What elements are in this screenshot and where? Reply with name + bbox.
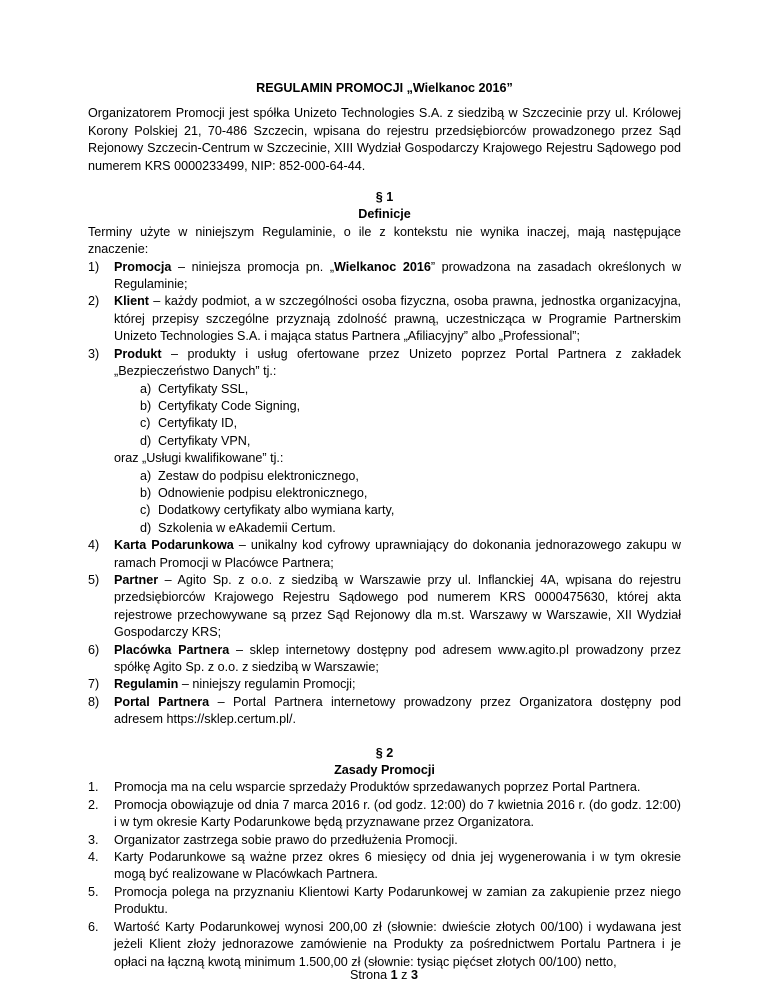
current-page-number: 1 xyxy=(390,968,398,982)
list-item: a) Zestaw do podpisu elektronicznego, xyxy=(140,468,359,483)
list-item: d) Certyfikaty VPN, xyxy=(140,433,251,448)
definitions-list xyxy=(88,259,681,729)
section-1-heading: Definicje xyxy=(358,207,411,222)
definition-item: 5) Partner – Agito Sp. z o.o. z siedzibą w Warszawie przy ul. Inflanckiej 4A, wpisana do rejestru przedsiębiorców Krajowego Rejestru Sądowego pod numerem KRS 0000475630, której akta rejestrowe przechowywane są przez Sąd Rejonowy dla m.st. Warszawy w Warszawie, XII Wydział Gospodarczy KRS; xyxy=(88,572,681,640)
document-title: REGULAMIN PROMOCJI „Wielkanoc 2016” xyxy=(256,81,513,95)
list-item: b) Certyfikaty Code Signing, xyxy=(140,398,301,413)
section-2-number: § 2 xyxy=(375,745,394,760)
definition-item: 4) Karta Podarunkowa – unikalny kod cyfrowy uprawniający do dokonania jednorazowego zakupu w ramach Promocji w Placówce Partnera; xyxy=(88,538,681,570)
rules-list xyxy=(88,779,681,970)
rule-item: 5. Promocja polega na przyznaniu Klientowi Karty Podarunkowej w zamian za zakupienie przez niego Produktu. xyxy=(88,884,681,917)
list-item: b) Odnowienie podpisu elektronicznego, xyxy=(140,485,368,500)
definition-item: 7) Regulamin – niniejszy regulamin Promocji; xyxy=(88,677,356,692)
product-list-mid: oraz „Usługi kwalifikowane” tj.: xyxy=(114,451,284,466)
page-footer: Strona 1 z 3 xyxy=(350,968,418,982)
definition-item: 2) Klient – każdy podmiot, a w szczególności osoba fizyczna, osoba prawna, jednostka organizacyjna, której przepisy szczególne przyznają zdolność prawną, uczestnicząca w Programie Partnerskim Unizeto Technologies S.A. i mająca status Partnera „Afiliacyjny” albo „Professional”; xyxy=(88,294,681,344)
rule-item: 6. Wartość Karty Podarunkowej wynosi 200,00 zł (słownie: dwieście złotych 00/100) i wydawana jest jeżeli Klient złoży jednorazowe zamówienie na Produkty za pośrednictwem Portalu Partnera i je opłaci na łączną kwotą minimum 1.500,00 zł (słownie: tysiąc pięćset złotych 00/100) netto, xyxy=(88,919,681,969)
list-item: d) Szkolenia w eAkademii Certum. xyxy=(140,520,336,535)
total-pages: 3 xyxy=(410,968,418,982)
list-item: a) Certyfikaty SSL, xyxy=(140,381,249,396)
rule-item: 1. Promocja ma na celu wsparcie sprzedaży Produktów sprzedawanych poprzez Portal Partnera. xyxy=(88,780,641,795)
product-list-a xyxy=(114,381,681,451)
definition-item: 6) Placówka Partnera – sklep internetowy dostępny pod adresem www.agito.pl prowadzony przez spółkę Agito Sp. z o.o. z siedzibą w Warszawie; xyxy=(88,642,681,674)
intro-paragraph: Organizatorem Promocji jest spółka Unizeto Technologies S.A. z siedzibą w Szczecinie przy ul. Królowej Korony Polskiej 21, 70-486 Szczecin, wpisana do rejestru przedsiębiorców prowadzonego przez Sąd Rejonowy Szczecin-Centrum w Szczecinie, XIII Wydział Gospodarczy Krajowego Rejestru Sądowego pod numerem KRS 0000233499, NIP: 852-000-64-44. xyxy=(88,106,681,173)
document-page xyxy=(88,78,681,971)
definition-item: 1) Promocja – niniejsza promocja pn. „Wielkanoc 2016” prowadzona na zasadach określonych w Regulaminie; xyxy=(88,259,681,292)
section-1-number: § 1 xyxy=(375,190,394,205)
rule-item: 3. Organizator zastrzega sobie prawo do przedłużenia Promocji. xyxy=(88,832,458,847)
list-item: c) Dodatkowy certyfikaty albo wymiana karty, xyxy=(140,503,395,518)
definition-item: 8) Portal Partnera – Portal Partnera internetowy prowadzony przez Organizatora dostępny pod adresem https://sklep.certum.pl/. xyxy=(88,694,681,727)
section-1-lead: Terminy użyte w niniejszym Regulaminie, o ile z kontekstu nie wynika inaczej, mają następujące znaczenie: xyxy=(88,224,681,257)
definition-item: 3) Produkt – produkty i usług ofertowane przez Unizeto poprzez Portal Partnera z zakładek „Bezpieczeństwo Danych” tj.: a) Certyfikaty SSL, b) Certyfikaty Code Signing, c) Certyfikaty ID, d) Certyfikaty VPN, oraz „Usługi kwalifikowane” tj.: a) Zestaw do podpisu elektronicznego, b) Odnowienie podpisu elektronicznego, c) Dodatkowy certyfikaty albo wymiana karty, d) Szkolenia w eAkademii Certum. xyxy=(88,346,681,537)
product-list-b xyxy=(114,468,681,538)
rule-item: 4. Karty Podarunkowe są ważne przez okres 6 miesięcy od dnia jej wygenerowania i w tym okresie mogą być realizowane w Placówkach Partnera. xyxy=(88,850,681,882)
list-item: c) Certyfikaty ID, xyxy=(140,416,238,431)
section-2-heading: Zasady Promocji xyxy=(334,763,435,778)
rule-item: 2. Promocja obowiązuje od dnia 7 marca 2016 r. (od godz. 12:00) do 7 kwietnia 2016 r. (do godz. 12:00) i w tym okresie Karty Podarunkowe będą przyznawane przez Organizatora. xyxy=(88,797,681,830)
